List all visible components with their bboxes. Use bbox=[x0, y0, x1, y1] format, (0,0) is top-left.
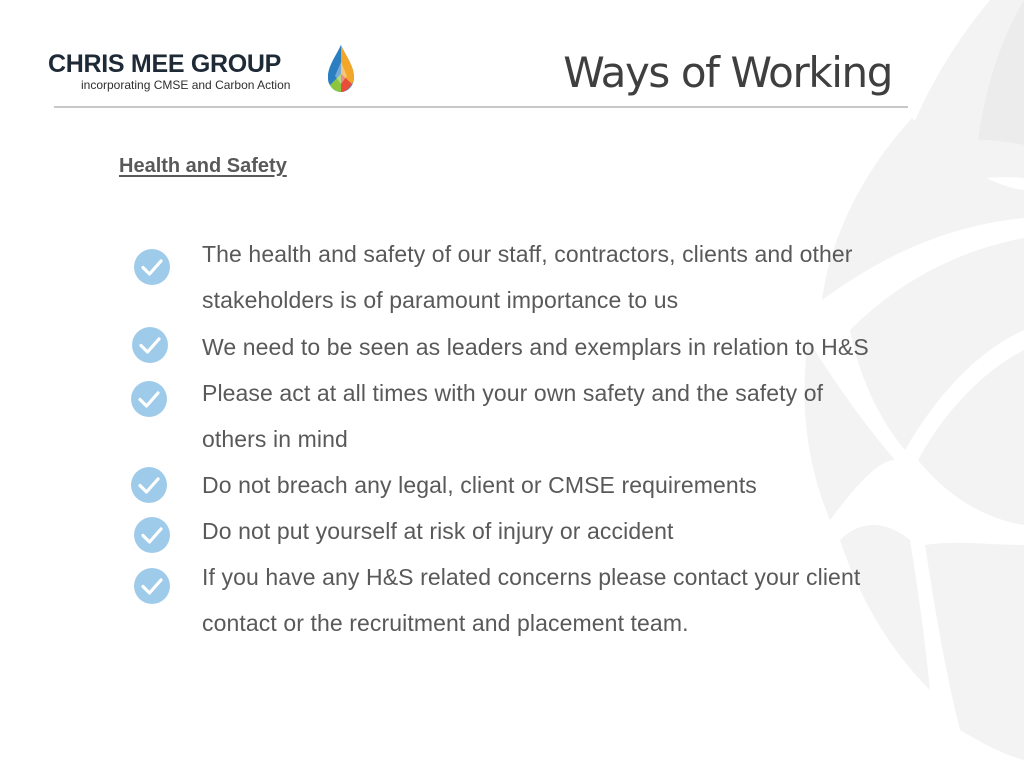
check-circle-icon bbox=[133, 567, 171, 605]
check-circle-icon bbox=[130, 380, 168, 418]
check-circle-icon bbox=[133, 248, 171, 286]
bullet-2-line-1: We need to be seen as leaders and exemplars in relation to H&S bbox=[202, 334, 869, 360]
section-heading: Health and Safety bbox=[119, 155, 287, 177]
bullet-6-line-1: If you have any H&S related concerns please contact your client bbox=[202, 564, 861, 590]
bullet-3-line-2: others in mind bbox=[202, 426, 348, 452]
header-divider bbox=[54, 106, 908, 108]
bullet-6-line-2: contact or the recruitment and placement team. bbox=[202, 610, 689, 636]
check-circle-icon bbox=[131, 326, 169, 364]
droplet-icon bbox=[326, 44, 356, 94]
logo-name: CHRIS MEE GROUP bbox=[48, 50, 282, 78]
bullet-1-line-1: The health and safety of our staff, contractors, clients and other bbox=[202, 241, 853, 267]
bullet-5-line-1: Do not put yourself at risk of injury or accident bbox=[202, 518, 674, 544]
bullet-3-line-1: Please act at all times with your own safety and the safety of bbox=[202, 380, 824, 406]
slide-title: Ways of Working bbox=[563, 48, 892, 97]
check-circle-icon bbox=[133, 516, 171, 554]
company-logo bbox=[48, 46, 358, 98]
check-circle-icon bbox=[130, 466, 168, 504]
logo-tagline: incorporating CMSE and Carbon Action bbox=[81, 78, 291, 92]
bullet-1-line-2: stakeholders is of paramount importance to us bbox=[202, 287, 679, 313]
bullet-4-line-1: Do not breach any legal, client or CMSE requirements bbox=[202, 472, 757, 498]
